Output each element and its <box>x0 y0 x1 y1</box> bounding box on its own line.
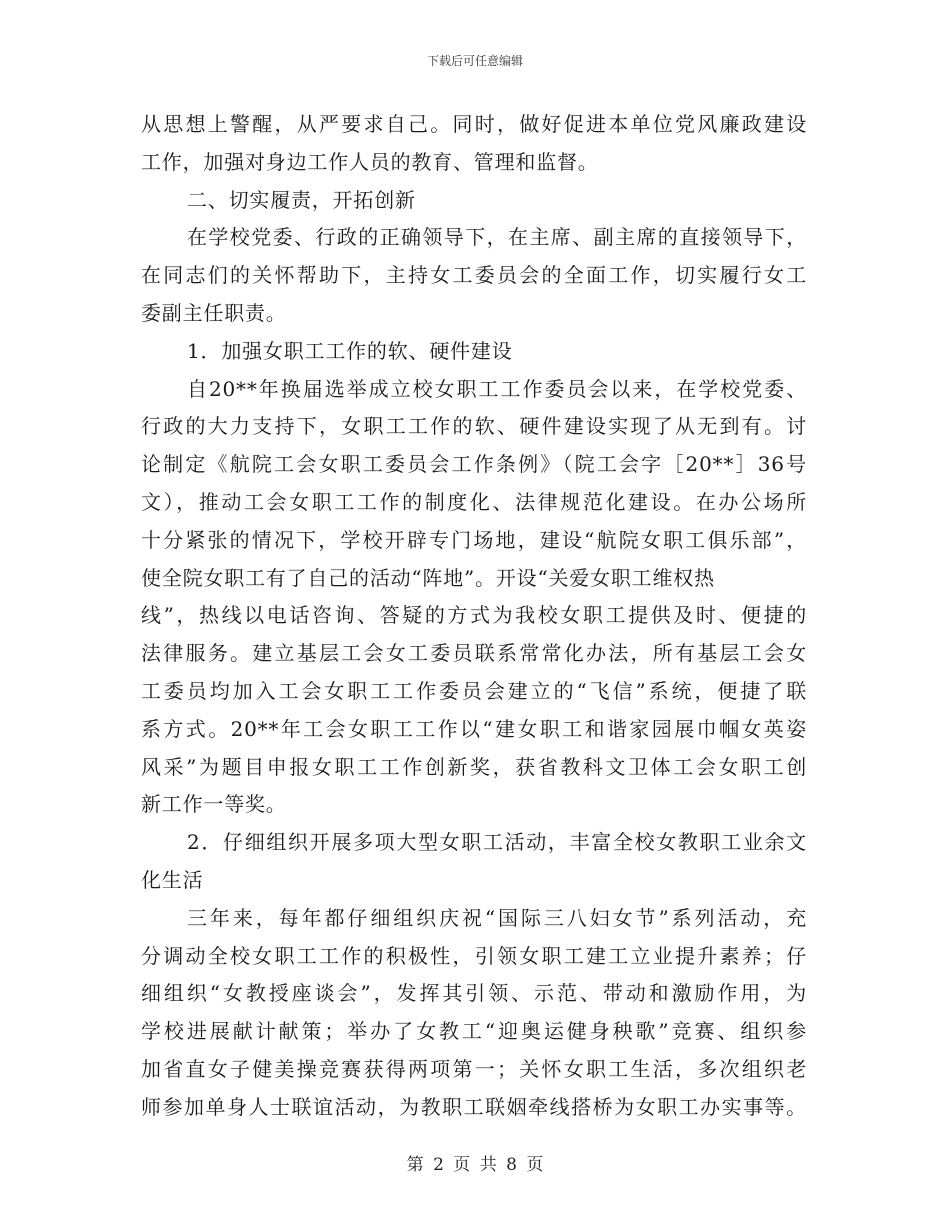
section-heading: 二、切实履责，开拓创新 <box>187 187 416 212</box>
text-line: 三年来，每年都仔细组织庆祝“国际三八妇女节”系列活动，充 <box>187 905 807 930</box>
text-line: 风采”为题目申报女职工工作创新奖，获省教科文卫体工会女职工创 <box>141 754 807 779</box>
text-line: 使全院女职工有了自己的活动“阵地”。开设“关爱女职工维权热 <box>141 565 715 590</box>
subsection-heading: 1．加强女职工工作的软、硬件建设 <box>187 338 513 363</box>
text-line: 行政的大力支持下，女职工工作的软、硬件建设实现了从无到有。讨 <box>141 414 807 439</box>
text-line: 细组织“女教授座谈会”，发挥其引领、示范、带动和激励作用，为 <box>141 981 807 1006</box>
text-line: 工委员均加入工会女职工工作委员会建立的“飞信”系统，便捷了联 <box>141 678 807 703</box>
text-line: 工作，加强对身边工作人员的教育、管理和监督。 <box>141 149 599 174</box>
page-number-footer: 第 2 页 共 8 页 <box>406 1155 544 1175</box>
subsection-heading: 化生活 <box>141 867 204 892</box>
text-line: 从思想上警醒，从严要求自己。同时，做好促进本单位党风廉政建设 <box>141 112 807 136</box>
text-line: 线”，热线以电话咨询、答疑的方式为我校女职工提供及时、便捷的 <box>141 603 807 628</box>
text-line: 自20**年换届选举成立校女职工工作委员会以来，在学校党委、 <box>187 376 807 401</box>
page-header: 下载后可任意编辑 <box>426 54 523 68</box>
text-line: 系方式。20**年工会女职工工作以“建女职工和谐家园展巾帼女英姿 <box>141 716 807 741</box>
document-body <box>141 106 807 1127</box>
text-line: 委副主任职责。 <box>141 300 287 325</box>
text-line: 师参加单身人士联谊活动，为教职工联姻牵线搭桥为女职工办实事等。 <box>141 1094 807 1119</box>
text-line: 新工作一等奖。 <box>141 792 287 817</box>
text-line: 十分紧张的情况下，学校开辟专门场地，建设“航院女职工俱乐部”， <box>141 527 807 552</box>
text-line: 学校进展献计献策；举办了女教工“迎奥运健身秧歌”竞赛、组织参 <box>141 1019 807 1044</box>
text-line: 分调动全校女职工工作的积极性，引领女职工建工立业提升素养；仔 <box>141 943 807 968</box>
text-line: 文），推动工会女职工工作的制度化、法律规范化建设。在办公场所 <box>141 489 807 514</box>
text-line: 法律服务。建立基层工会女工委员联系常常化办法，所有基层工会女 <box>141 641 807 666</box>
text-line: 在学校党委、行政的正确领导下，在主席、副主席的直接领导下， <box>187 225 807 250</box>
text-line: 论制定《航院工会女职工委员会工作条例》（院工会字［20**］36号 <box>141 452 807 477</box>
text-line: 加省直女子健美操竞赛获得两项第一；关怀女职工生活，多次组织老 <box>141 1056 807 1081</box>
text-line: 在同志们的关怀帮助下，主持女工委员会的全面工作，切实履行女工 <box>141 263 807 288</box>
subsection-heading: 2．仔细组织开展多项大型女职工活动，丰富全校女教职工业余文 <box>187 830 807 855</box>
